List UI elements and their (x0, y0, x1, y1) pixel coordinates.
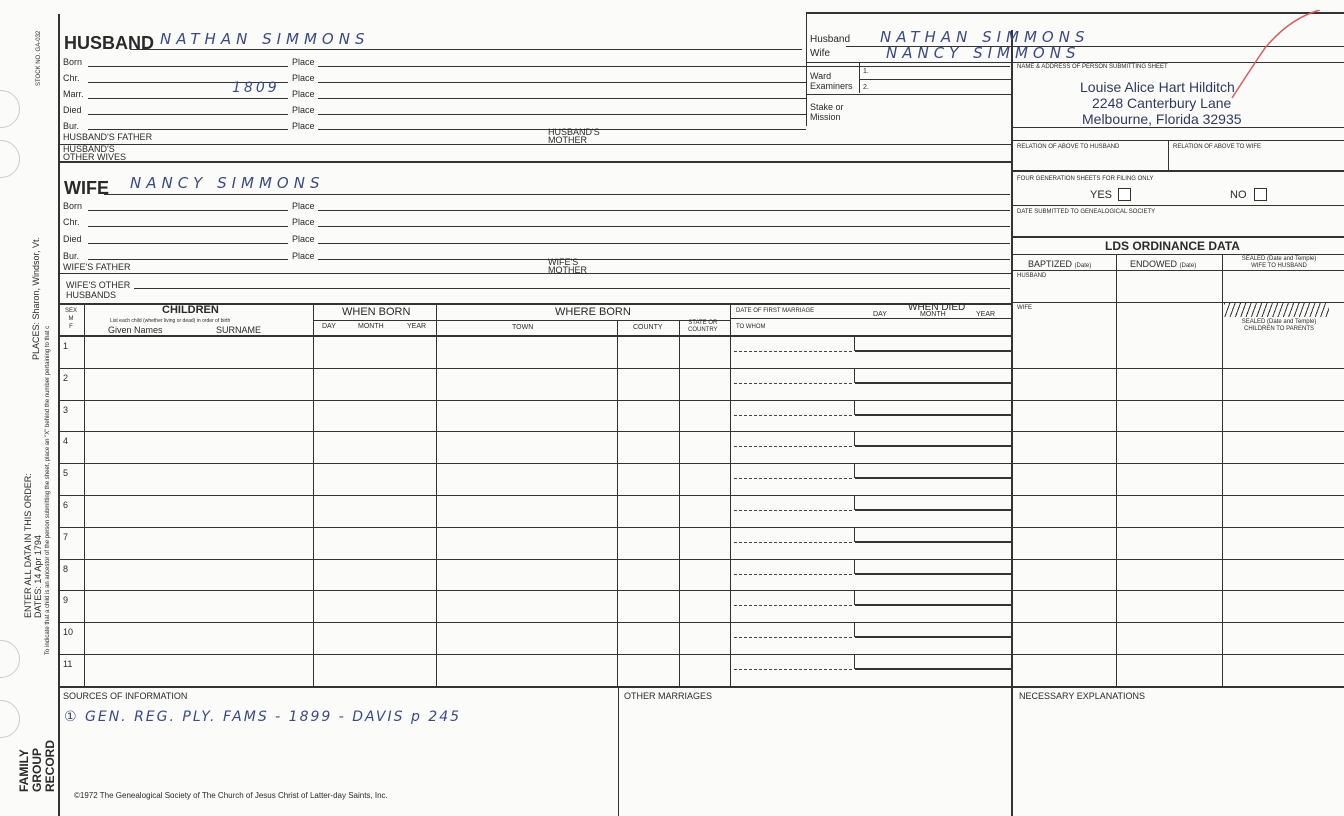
submitter-bottom (1012, 127, 1344, 128)
lds-wife-label: WIFE (1017, 305, 1032, 311)
when-born-header: WHEN BORN (342, 306, 411, 318)
child-row-separator (60, 527, 1344, 528)
child-row-separator (60, 495, 1344, 496)
died-year-header: YEAR (976, 311, 996, 318)
husband-chr-label: Chr. (63, 73, 80, 83)
first-marriage-line (730, 318, 854, 319)
child-died-line[interactable] (855, 573, 1011, 575)
husband-died-place-line[interactable] (318, 114, 806, 115)
husband-bur-place-label: Place (292, 121, 315, 131)
husband-died-line[interactable] (88, 114, 288, 115)
husband-marr-place-label: Place (292, 89, 315, 99)
child-died-tick (854, 655, 855, 669)
wife-label: WIFE (64, 178, 109, 198)
wife-born-label: Born (63, 201, 83, 211)
child-row-number: 3 (63, 404, 69, 415)
examiners-label: Examiners (810, 81, 853, 91)
child-died-line[interactable] (855, 445, 1011, 447)
child-died-line[interactable] (855, 509, 1011, 511)
when-died-header: WHEN DIED (908, 302, 966, 313)
given-names-header: Given Names (108, 325, 163, 335)
left-border (58, 14, 60, 816)
relation-divider (1168, 140, 1169, 170)
child-row-number: 11 (63, 659, 73, 669)
husband-died-label: Died (63, 105, 82, 115)
ancestor-instruction: To indicate that a child is an ancestor of the person submitting the sheet, place an "X" behind the number pertaining to that c (45, 325, 51, 655)
husband-bur-line[interactable] (88, 129, 288, 130)
enter-all-instruction: ENTER ALL DATA IN THIS ORDER: (23, 473, 33, 618)
submitter-name[interactable]: Louise Alice Hart Hilditch (1080, 79, 1235, 95)
four-gen-label: FOUR GENERATION SHEETS FOR FILING ONLY (1017, 176, 1154, 182)
places-instruction: PLACES: Sharon, Windsor, Vt. (31, 236, 41, 360)
child-died-tick (854, 464, 855, 478)
husband-chr-place-line[interactable] (318, 82, 806, 83)
examiner-1: 1. (863, 68, 869, 75)
when-born-line (314, 320, 436, 321)
child-row-number: 2 (63, 372, 69, 383)
date-submitted-bottom (1012, 236, 1344, 238)
wife-parents-line[interactable] (60, 273, 1011, 274)
child-row-number: 5 (63, 468, 69, 479)
wife-other-husbands-line[interactable] (134, 288, 1010, 289)
child-marriage-date-line[interactable] (734, 510, 852, 511)
lds-title: LDS ORDINANCE DATA (1105, 239, 1240, 253)
died-day-header: DAY (873, 311, 887, 318)
wife-bur-label: Bur. (63, 251, 80, 261)
lds-col-divider-1 (1116, 254, 1117, 686)
child-died-line[interactable] (855, 668, 1011, 670)
right-wife-label: Wife (810, 48, 830, 59)
child-marriage-date-line[interactable] (734, 351, 852, 352)
county-header: COUNTY (633, 324, 663, 331)
wife-name[interactable]: NANCY SIMMONS (130, 174, 325, 192)
born-year-header: YEAR (407, 323, 427, 330)
husband-born-line[interactable] (88, 66, 288, 67)
child-row-number: 7 (63, 531, 69, 542)
wife-other-husbands-label: WIFE'S OTHER HUSBANDS (66, 280, 131, 300)
copyright: ©1972 The Genealogical Society of The Church of Jesus Christ of Latter-day Saints, Inc. (74, 791, 388, 800)
child-died-tick (854, 369, 855, 383)
child-row-number: 6 (63, 500, 69, 510)
examiners-divider (859, 63, 860, 93)
binder-hole (0, 700, 20, 738)
header-divider (806, 12, 807, 126)
wife-died-line[interactable] (88, 243, 288, 244)
other-marriages-divider (618, 686, 619, 816)
child-marriage-date-line[interactable] (734, 446, 852, 447)
child-died-line[interactable] (855, 541, 1011, 543)
husband-born-place-label: Place (292, 57, 315, 67)
child-died-tick (854, 401, 855, 415)
dates-instruction: DATES: 14 Apr 1794 (33, 535, 43, 618)
husband-other-wives-label: HUSBAND'S OTHER WIVES (63, 144, 127, 162)
husband-parents-line[interactable] (60, 144, 1011, 145)
child-marriage-date-line[interactable] (734, 637, 852, 638)
lds-baptized: BAPTIZED (Date) (1028, 259, 1092, 269)
child-marriage-date-line[interactable] (734, 415, 852, 416)
died-month-header: MONTH (920, 311, 946, 318)
stock-number: STOCK NO. GA-032 (36, 30, 42, 86)
date-submitted-label: DATE SUBMITTED TO GENEALOGICAL SOCIETY (1017, 209, 1156, 215)
wife-bur-place-line[interactable] (318, 259, 1010, 260)
relation-husband-label: RELATION OF ABOVE TO HUSBAND (1017, 144, 1120, 150)
binder-hole (0, 640, 20, 678)
lds-sealed-children: SEALED (Date and Temple) CHILDREN TO PARENTS (1241, 319, 1317, 332)
child-died-tick (854, 528, 855, 542)
where-born-header: WHERE BORN (555, 306, 631, 318)
wife-born-place-line[interactable] (318, 210, 1010, 211)
lds-header-line (1012, 270, 1344, 271)
wife-died-label: Died (63, 234, 82, 244)
sources-label: SOURCES OF INFORMATION (63, 691, 188, 701)
no-label: NO (1230, 189, 1247, 201)
children-title: CHILDREN (162, 304, 219, 316)
col-town (617, 320, 618, 686)
lds-husband-label: HUSBAND (1017, 273, 1047, 279)
husband-name-line (130, 49, 802, 50)
lds-col-divider-2 (1222, 254, 1223, 686)
relation-top (1012, 140, 1344, 141)
born-day-header: DAY (322, 323, 336, 330)
husband-bur-label: Bur. (63, 121, 80, 131)
when-died-line (854, 318, 1011, 319)
sources-text[interactable]: ① GEN. REG. PLY. FAMS - 1899 - DAVIS p 245 (64, 709, 462, 725)
husband-marr-place-line[interactable] (318, 98, 806, 99)
child-row-number: 1 (63, 341, 69, 351)
husband-chr-place-label: Place (292, 73, 315, 83)
child-row-separator (60, 463, 1344, 464)
child-row-number: 10 (63, 627, 74, 638)
wife-chr-line[interactable] (88, 226, 288, 227)
sex-header: SEX M F (64, 308, 77, 330)
child-marriage-date-line[interactable] (734, 605, 852, 606)
husband-label: HUSBAND (64, 33, 154, 53)
wife-bur-line[interactable] (88, 259, 288, 260)
child-row-separator (60, 368, 1344, 369)
child-died-line[interactable] (855, 382, 1011, 384)
relation-bottom (1012, 170, 1344, 172)
wife-chr-place-label: Place (292, 217, 315, 227)
child-row-separator (60, 590, 1344, 591)
wife-chr-label: Chr. (63, 217, 80, 227)
child-died-tick (854, 496, 855, 510)
examiner-2: 2. (863, 84, 869, 91)
where-born-line (436, 320, 730, 321)
submitter-city[interactable]: Melbourne, Florida 32935 (1082, 111, 1242, 127)
child-row-separator (60, 622, 1344, 623)
child-row-number: 4 (63, 436, 69, 447)
wife-died-place-label: Place (292, 234, 315, 244)
husband-name[interactable]: NATHAN SIMMONS (160, 30, 370, 48)
child-marriage-date-line[interactable] (734, 478, 852, 479)
child-died-line[interactable] (855, 604, 1011, 606)
child-marriage-date-line[interactable] (734, 542, 852, 543)
husband-born-label: Born (63, 57, 83, 67)
binder-hole (0, 90, 20, 128)
child-row-separator (60, 431, 1344, 432)
lds-sealed-wife: SEALED (Date and Temple) WIFE TO HUSBAND (1241, 256, 1317, 269)
child-died-tick (854, 560, 855, 574)
wife-born-place-label: Place (292, 201, 315, 211)
child-marriage-date-line[interactable] (734, 383, 852, 384)
right-panel-border (1011, 30, 1013, 816)
right-wife-name[interactable]: NANCY SIMMONS (886, 44, 1081, 62)
husband-died-place-label: Place (292, 105, 315, 115)
wife-mother-label: WIFE'S MOTHER (548, 257, 587, 275)
wife-name-line (104, 194, 1010, 195)
form-title: FAMILY GROUP RECORD (17, 739, 57, 792)
child-row-separator (60, 654, 1344, 655)
child-died-tick (854, 432, 855, 446)
children-instructions: List each child (whether living or dead) in order of birth (110, 318, 231, 324)
to-whom-header: TO WHOM (736, 324, 766, 330)
first-marriage-header: DATE OF FIRST MARRIAGE (736, 308, 815, 314)
husband-born-place-line[interactable] (318, 66, 1010, 67)
child-row-separator (60, 559, 1344, 560)
footer-top (60, 686, 1344, 688)
other-marriages-label: OTHER MARRIAGES (624, 691, 713, 701)
child-row-number: 9 (63, 595, 69, 606)
no-checkbox[interactable] (1254, 188, 1267, 201)
right-husband-label: Husband (810, 34, 851, 45)
child-died-line[interactable] (855, 477, 1011, 479)
explanations-label: NECESSARY EXPLANATIONS (1019, 691, 1146, 701)
surname-header: SURNAME (216, 325, 262, 335)
child-died-line[interactable] (855, 636, 1011, 638)
yes-checkbox[interactable] (1118, 188, 1131, 201)
right-husband-name[interactable]: NATHAN SIMMONS (880, 28, 1090, 46)
four-gen-bottom (1012, 205, 1344, 206)
state-header: STATE OR COUNTRY (688, 320, 718, 333)
child-died-tick (854, 337, 855, 351)
wife-father-label: WIFE'S FATHER (63, 262, 131, 272)
child-died-tick (854, 623, 855, 637)
examiner-1-line[interactable] (859, 79, 1011, 80)
red-check-mark (1220, 10, 1330, 100)
wife-born-line[interactable] (88, 210, 288, 211)
born-month-header: MONTH (358, 323, 384, 330)
child-row-number: 8 (63, 563, 69, 574)
husband-marr-label: Marr. (63, 89, 84, 99)
child-died-line[interactable] (855, 414, 1011, 416)
husband-marr-line[interactable] (88, 98, 288, 99)
husband-section-bottom (60, 161, 1011, 163)
submitter-street[interactable]: 2248 Canterbury Lane (1092, 95, 1232, 111)
submitter-label: NAME & ADDRESS OF PERSON SUBMITTING SHEET (1017, 64, 1168, 70)
lds-endowed: ENDOWED (Date) (1130, 259, 1197, 269)
binder-hole (0, 140, 20, 178)
husband-father-label: HUSBAND'S FATHER (63, 132, 153, 142)
wife-died-place-line[interactable] (318, 243, 1010, 244)
children-header-bottom (60, 335, 1011, 337)
wife-chr-place-line[interactable] (318, 226, 1010, 227)
ward-label: Ward (810, 71, 832, 81)
child-marriage-date-line[interactable] (734, 669, 852, 670)
wife-bur-place-label: Place (292, 251, 315, 261)
col-county (679, 320, 680, 686)
lds-hatch (1224, 303, 1329, 317)
child-marriage-date-line[interactable] (734, 574, 852, 575)
child-row-separator (60, 400, 1344, 401)
husband-marr-year[interactable]: 1809 (232, 80, 280, 96)
examiner-2-line[interactable] (806, 94, 1011, 95)
husband-mother-label: HUSBAND'S MOTHER (548, 127, 600, 145)
yes-label: YES (1090, 189, 1113, 201)
child-died-line[interactable] (855, 350, 1011, 352)
child-died-tick (854, 591, 855, 605)
relation-wife-label: RELATION OF ABOVE TO WIFE (1173, 144, 1262, 150)
lds-title-line (1012, 254, 1344, 255)
town-header: TOWN (512, 324, 534, 331)
stake-label: Stake or Mission (810, 102, 844, 122)
